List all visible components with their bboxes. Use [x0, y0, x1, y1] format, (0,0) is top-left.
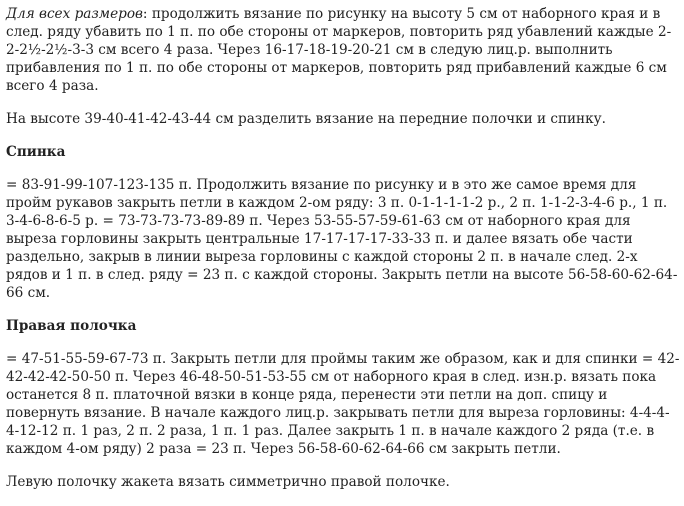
- left-front-paragraph: Левую полочку жакета вязать симметрично правой полочке.: [6, 474, 450, 490]
- intro-text: : продолжить вязание по рисунку на высоту 5 см от наборного края и в след. ряду убавить по 1 п. по обе стороны от маркеров, повторить ряд убавлений каждые 2-2-2½-2½-3-3 см всего 4 раза. Через 16-17-18-19-20-21 см в следую лиц.р. выполнить прибавления по 1 п. по обе стороны от маркеров, повторить ряд прибавлений каждые 6 см всего 4 раза.: [6, 6, 672, 94]
- right-front-paragraph: = 47-51-55-59-67-73 п. Закрыть петли для проймы таким же образом, как и для спинки = 42-42-42-42-50-50 п. Через 46-48-50-51-53-55 см от наборного края в след. изн.р. вязать пока останется 8 п. платочной вязки в конце ряда, перенести эти петли на доп. спицу и повернуть вязание. В начале каждого лиц.р. закрывать петли для выреза горловины: 4-4-4-4-12-12 п. 1 раз, 2 п. 2 раза, 1 п. 1 раз. Далее закрыть 1 п. в начале каждого 2 ряда (т.е. в каждом 4-ом ряду) 2 раза = 23 п. Через 56-58-60-62-64-66 см закрыть петли.: [6, 351, 680, 457]
- split-paragraph: На высоте 39-40-41-42-43-44 см разделить вязание на передние полочки и спинку.: [6, 111, 606, 127]
- back-paragraph: = 83-91-99-107-123-135 п. Продолжить вязание по рисунку и в это же самое время для пройм рукавов закрыть петли в каждом 2-ом ряду: 3 п. 0-1-1-1-1-2 р., 2 п. 1-1-2-3-4-6 р., 1 п. 3-4-6-8-6-5 р. = 73-73-73-73-89-89 п. Через 53-55-57-59-61-63 см от наборного края для выреза горловины закрыть центральные 17-17-17-17-33-33 п. и далее вязать обе части раздельно, закрыв в линии выреза горловины с каждой стороны 2 п. в начале след. 2-х рядов и 1 п. в след. ряду = 23 п. с каждой стороны. Закрыть петли на высоте 56-58-60-62-64-66 см.: [6, 177, 678, 301]
- back-heading: Спинка: [6, 144, 66, 160]
- intro-lead: Для всех размеров: [6, 6, 143, 22]
- intro-paragraph: [6, 5, 680, 95]
- knitting-instructions: [6, 5, 680, 506]
- right-front-heading: Правая полочка: [6, 318, 137, 334]
